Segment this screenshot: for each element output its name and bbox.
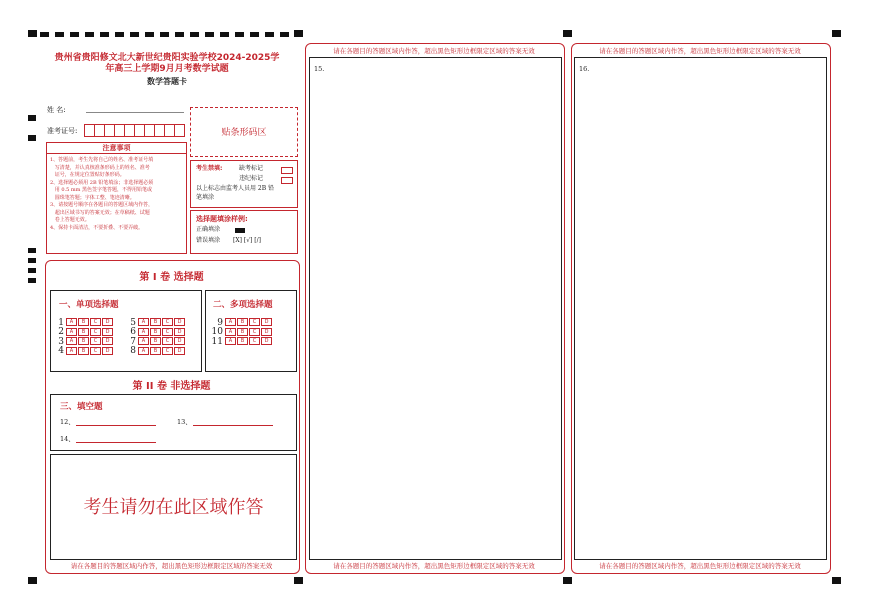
left-timing-mark: [28, 115, 36, 121]
top-timing-mark: [115, 32, 124, 37]
note-line: 4、保持卡面清洁，不要折叠、不要弄破。: [50, 224, 144, 231]
option-bubble[interactable]: A: [66, 337, 77, 345]
part-two-title: 第 II 卷 非选择题: [132, 381, 211, 392]
option-bubble[interactable]: B: [150, 347, 161, 355]
q13-label: 13、: [177, 418, 192, 426]
question-number: 6: [130, 327, 136, 337]
option-bubble[interactable]: B: [78, 347, 89, 355]
corner-mark: [28, 30, 37, 37]
question-number: 5: [130, 317, 136, 328]
top-timing-mark: [145, 32, 154, 37]
option-bubble[interactable]: C: [249, 318, 260, 326]
option-bubble[interactable]: B: [237, 318, 248, 326]
option-bubble[interactable]: B: [237, 337, 248, 345]
barcode-label: 贴条形码区: [221, 128, 267, 138]
correct-fill-label: 正确填涂: [196, 226, 221, 233]
option-bubble[interactable]: D: [102, 337, 113, 345]
left-timing-mark: [28, 258, 36, 263]
top-timing-mark: [100, 32, 109, 37]
note-line: 用 0.5 mm 黑色签字笔答题，不得用铅笔或: [50, 187, 152, 193]
absent-note-line1: 以上标志由监考人员用 2B 铅: [196, 185, 275, 192]
top-timing-mark: [205, 32, 214, 37]
top-timing-marks: [40, 32, 290, 38]
option-bubble[interactable]: D: [261, 318, 272, 326]
option-bubble[interactable]: C: [90, 347, 101, 355]
absent-box: [190, 160, 298, 208]
top-timing-mark: [160, 32, 169, 37]
q15-top-warning: 请在各题目的答题区域内作答，超出黑色矩形边框限定区域的答案无效: [333, 47, 535, 55]
correct-fill-mark: [235, 228, 245, 233]
name-field[interactable]: [86, 112, 184, 113]
question-number: 7: [130, 336, 136, 347]
option-bubble[interactable]: D: [174, 318, 185, 326]
choice-question-row: [124, 347, 186, 357]
top-timing-mark: [175, 32, 184, 37]
option-bubble[interactable]: A: [225, 337, 236, 345]
option-bubble[interactable]: D: [174, 328, 185, 336]
top-timing-mark: [250, 32, 259, 37]
option-bubble[interactable]: C: [162, 328, 173, 336]
q13-answer-line[interactable]: [193, 425, 273, 426]
corner-mark: [294, 577, 303, 584]
absent-mark-label: 缺考标记: [239, 165, 264, 172]
column1-bottom-warning: 请在各题目的答题区域内作答，超出黑色矩形边框限定区域的答案无效: [70, 562, 273, 570]
option-bubble[interactable]: A: [138, 328, 149, 336]
top-timing-mark: [235, 32, 244, 37]
note-line: 证号，在规定位置贴好条形码。: [50, 172, 125, 178]
choice-question-row: [52, 347, 114, 357]
top-timing-mark: [280, 32, 289, 37]
q12-label: 12、: [60, 418, 75, 426]
ticket-digit-box[interactable]: [174, 124, 185, 137]
multi-choice-title: 二、多项选择题: [213, 300, 273, 310]
notes-title: 注意事项: [47, 143, 186, 154]
option-bubble[interactable]: C: [162, 347, 173, 355]
question-number: 3: [58, 336, 64, 347]
option-bubble[interactable]: D: [174, 337, 185, 345]
q15-label: 15.: [314, 65, 325, 73]
ticket-label: 准考证号:: [47, 127, 78, 135]
multi-choice-column: [211, 318, 273, 347]
no-answer-zone: [50, 454, 297, 560]
q12-answer-line[interactable]: [76, 425, 156, 426]
exam-title-line1: 贵州省贵阳修文北大新世纪贵阳实验学校2024-2025学: [54, 53, 280, 63]
corner-mark: [294, 30, 303, 37]
question-number: 1: [58, 317, 64, 328]
note-line: 2、选择题必须用 2B 铅笔填涂；非选择题必须: [50, 179, 154, 186]
exam-title-line2: 年高三上学期9月月考数学试题: [105, 64, 229, 74]
option-bubble[interactable]: C: [249, 328, 260, 336]
note-line: 超出区域书写的答案无效；在草稿纸、试题: [50, 209, 150, 216]
question-number: 10: [211, 327, 223, 337]
option-bubble[interactable]: D: [261, 328, 272, 336]
option-bubble[interactable]: C: [249, 337, 260, 345]
option-bubble[interactable]: B: [237, 328, 248, 336]
option-bubble[interactable]: C: [90, 337, 101, 345]
option-bubble[interactable]: A: [225, 328, 236, 336]
absent-label: 考生禁填:: [196, 165, 223, 172]
cheat-mark-label: 违纪标记: [239, 175, 264, 182]
barcode-area: [190, 107, 298, 157]
q16-answer-area[interactable]: [574, 57, 827, 560]
option-bubble[interactable]: B: [78, 318, 89, 326]
single-choice-title: 一、单项选择题: [59, 300, 119, 310]
top-timing-mark: [70, 32, 79, 37]
corner-mark: [832, 30, 841, 37]
absent-note-line2: 笔填涂: [196, 194, 215, 201]
option-bubble[interactable]: B: [150, 337, 161, 345]
corner-mark: [563, 577, 572, 584]
q14-answer-line[interactable]: [76, 442, 156, 443]
choice-question-row: [211, 337, 273, 347]
note-line: 圆珠笔答题；字体工整、笔迹清晰。: [50, 194, 135, 201]
option-bubble[interactable]: D: [174, 347, 185, 355]
top-timing-mark: [220, 32, 229, 37]
option-bubble[interactable]: B: [150, 318, 161, 326]
part-one-title: 第 I 卷 选择题: [139, 272, 204, 283]
option-bubble[interactable]: C: [90, 318, 101, 326]
wrong-fill-label: 错误填涂: [196, 237, 221, 244]
top-timing-mark: [55, 32, 64, 37]
left-timing-mark: [28, 135, 36, 141]
notes-box: [46, 142, 187, 254]
q15-bottom-warning: 请在各题目的答题区域内作答，超出黑色矩形边框限定区域的答案无效: [333, 562, 535, 570]
fill-sample-box: [190, 210, 298, 254]
option-bubble[interactable]: D: [261, 337, 272, 345]
notes-list: [47, 154, 186, 232]
choice-question-row: [52, 328, 114, 338]
note-line: 3、请按题号顺序在各题目的答题区域内作答，: [50, 202, 154, 208]
note-line: 卷上答题无效。: [50, 217, 90, 223]
question-number: 8: [130, 346, 136, 356]
note-line: 写清楚，并认真核准条形码上的姓名、准考: [50, 164, 150, 171]
fill-in-title: 三、填空题: [60, 402, 103, 412]
option-bubble[interactable]: A: [66, 318, 77, 326]
exam-title: [36, 53, 298, 75]
name-label: 姓 名:: [47, 106, 66, 114]
option-bubble[interactable]: D: [102, 328, 113, 336]
left-timing-mark: [28, 248, 36, 253]
option-bubble[interactable]: C: [90, 328, 101, 336]
option-bubble[interactable]: C: [162, 337, 173, 345]
option-bubble[interactable]: A: [66, 328, 77, 336]
option-bubble[interactable]: A: [138, 347, 149, 355]
note-line: 1、答题前，考生先将自己的姓名、准考证号填: [50, 157, 154, 163]
option-bubble[interactable]: B: [78, 328, 89, 336]
option-bubble[interactable]: A: [66, 347, 77, 355]
left-timing-mark: [28, 278, 36, 283]
corner-mark: [832, 577, 841, 584]
corner-mark: [563, 30, 572, 37]
q14-label: 14、: [60, 435, 75, 443]
option-bubble[interactable]: A: [138, 318, 149, 326]
option-bubble[interactable]: B: [78, 337, 89, 345]
left-timing-mark: [28, 268, 36, 273]
question-number: 11: [211, 336, 223, 347]
top-timing-mark: [40, 32, 49, 37]
top-timing-mark: [190, 32, 199, 37]
absent-mark-box[interactable]: [281, 167, 293, 174]
option-bubble[interactable]: A: [225, 318, 236, 326]
wrong-fill-marks: [X] [√] [/]: [233, 237, 261, 244]
no-answer-zone-text: 考生请勿在此区域作答: [83, 497, 264, 518]
top-timing-mark: [265, 32, 274, 37]
q16-label: 16.: [579, 65, 590, 73]
answer-sheet-subtitle: 数学答题卡: [147, 77, 187, 86]
corner-mark: [28, 577, 37, 584]
q15-answer-area[interactable]: [309, 57, 562, 560]
top-timing-mark: [130, 32, 139, 37]
question-number: 2: [58, 327, 64, 337]
option-bubble[interactable]: D: [102, 347, 113, 355]
top-timing-mark: [85, 32, 94, 37]
option-bubble[interactable]: A: [138, 337, 149, 345]
ticket-number-boxes[interactable]: [84, 124, 184, 135]
option-bubble[interactable]: D: [102, 318, 113, 326]
choice-question-row: [211, 328, 273, 338]
q16-top-warning: 请在各题目的答题区域内作答，超出黑色矩形边框限定区域的答案无效: [599, 47, 801, 55]
choice-question-row: [124, 328, 186, 338]
q16-bottom-warning: 请在各题目的答题区域内作答，超出黑色矩形边框限定区域的答案无效: [599, 562, 801, 570]
cheat-mark-box[interactable]: [281, 177, 293, 184]
question-number: 4: [58, 346, 64, 356]
single-choice-column-2: [124, 318, 186, 356]
fill-sample-title: 选择题填涂样例:: [196, 215, 248, 223]
option-bubble[interactable]: C: [162, 318, 173, 326]
single-choice-column-1: [52, 318, 114, 356]
question-number: 9: [217, 317, 223, 328]
option-bubble[interactable]: B: [150, 328, 161, 336]
